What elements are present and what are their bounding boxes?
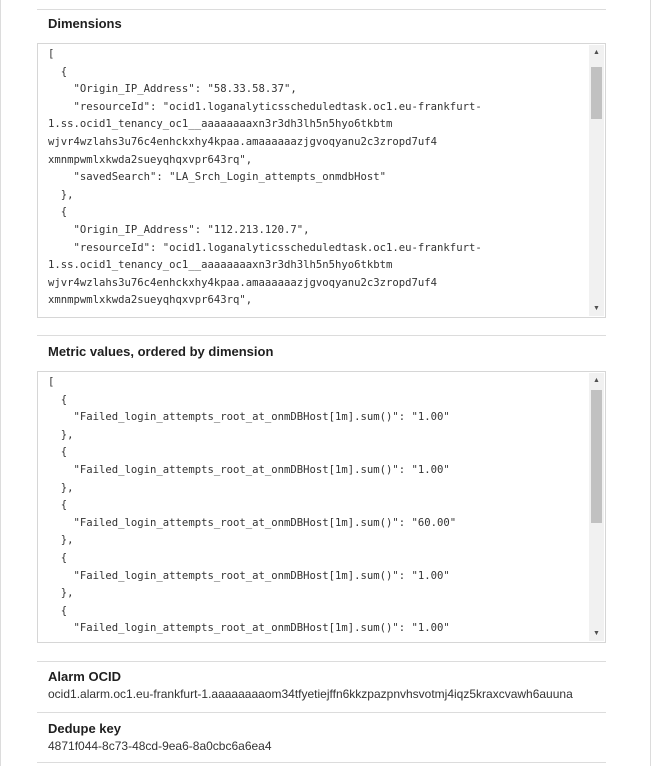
dimensions-scrollbar[interactable] [589, 45, 604, 316]
scroll-down-icon[interactable]: ▼ [593, 305, 600, 312]
code-line: "Failed_login_attempts_root_at_onmDBHost[1m].sum()": "1.00" [48, 463, 450, 476]
dimensions-code-box[interactable] [37, 43, 606, 318]
code-line: wjvr4wzlahs3u76c4enhckxhy4kpaa.amaaaaaazjgvoqyanu2c3zropd7uf4 [48, 276, 438, 289]
code-line: }, [48, 188, 74, 201]
code-line: "resourceId": "ocid1.loganalyticsscheduledtask.oc1.eu-frankfurt- [48, 100, 482, 113]
code-line: 1.ss.ocid1_tenancy_oc1__aaaaaaaaxn3r3dh3lh5n5hyo6tkbtm [48, 118, 393, 131]
code-line: "Origin_IP_Address": "112.213.120.7", [48, 223, 310, 236]
divider [37, 661, 606, 662]
code-line: }, [48, 481, 74, 494]
alarm-ocid-value: ocid1.alarm.oc1.eu-frankfurt-1.aaaaaaaaom34tfyetiejffn6kkzpazpnvhsvotmj4iqz5kraxcvawh6auuna [48, 687, 573, 701]
scroll-up-icon[interactable]: ▲ [593, 49, 600, 56]
code-line: "savedSearch": "LA_Srch_Login_attempts_onmdbHost" [48, 171, 387, 184]
code-line: "Failed_login_attempts_root_at_onmDBHost[1m].sum()": "1.00" [48, 569, 450, 582]
code-line: [ [48, 48, 55, 60]
metrics-code-box[interactable] [37, 371, 606, 643]
code-line: "Failed_login_attempts_root_at_onmDBHost[1m].sum()": "1.00" [48, 411, 450, 424]
dedupe-key-value: 4871f044-8c73-48cd-9ea6-8a0cbc6a6ea4 [48, 739, 272, 753]
alarm-ocid-label: Alarm OCID [48, 669, 121, 684]
code-line: }, [48, 534, 74, 547]
dimensions-title: Dimensions [48, 16, 122, 31]
dimensions-json [48, 46, 585, 317]
code-line: }, [48, 587, 74, 600]
metrics-scrollbar[interactable] [589, 373, 604, 641]
code-line: { [48, 65, 68, 78]
code-line: { [48, 604, 68, 617]
divider [37, 712, 606, 713]
code-line: 1.ss.ocid1_tenancy_oc1__aaaaaaaaxn3r3dh3lh5n5hyo6tkbtm [48, 259, 393, 272]
code-line: { [48, 393, 68, 406]
scroll-down-icon[interactable]: ▼ [593, 630, 600, 637]
code-line: }, [48, 428, 74, 441]
code-line: "Failed_login_attempts_root_at_onmDBHost[1m].sum()": "1.00" [48, 622, 450, 635]
code-line: { [48, 499, 68, 512]
metrics-title: Metric values, ordered by dimension [48, 344, 274, 359]
divider [37, 335, 606, 336]
scrollbar-thumb[interactable] [591, 390, 602, 523]
divider [37, 9, 606, 10]
code-line: { [48, 206, 68, 219]
scrollbar-thumb[interactable] [591, 67, 602, 119]
code-line: { [48, 446, 68, 459]
divider [37, 762, 606, 763]
dedupe-key-label: Dedupe key [48, 721, 121, 736]
code-line: { [48, 551, 68, 564]
code-line: "Origin_IP_Address": "58.33.58.37", [48, 83, 297, 96]
metrics-json [48, 374, 585, 642]
code-line: xmnmpwmlxkwda2sueyqhqxvpr643rq", [48, 153, 253, 166]
code-line: "Failed_login_attempts_root_at_onmDBHost[1m].sum()": "60.00" [48, 516, 457, 529]
scroll-up-icon[interactable]: ▲ [593, 377, 600, 384]
code-line: "resourceId": "ocid1.loganalyticsscheduledtask.oc1.eu-frankfurt- [48, 241, 482, 254]
code-line: wjvr4wzlahs3u76c4enhckxhy4kpaa.amaaaaaazjgvoqyanu2c3zropd7uf4 [48, 135, 438, 148]
code-line: [ [48, 376, 55, 388]
code-line: xmnmpwmlxkwda2sueyqhqxvpr643rq", [48, 294, 253, 307]
